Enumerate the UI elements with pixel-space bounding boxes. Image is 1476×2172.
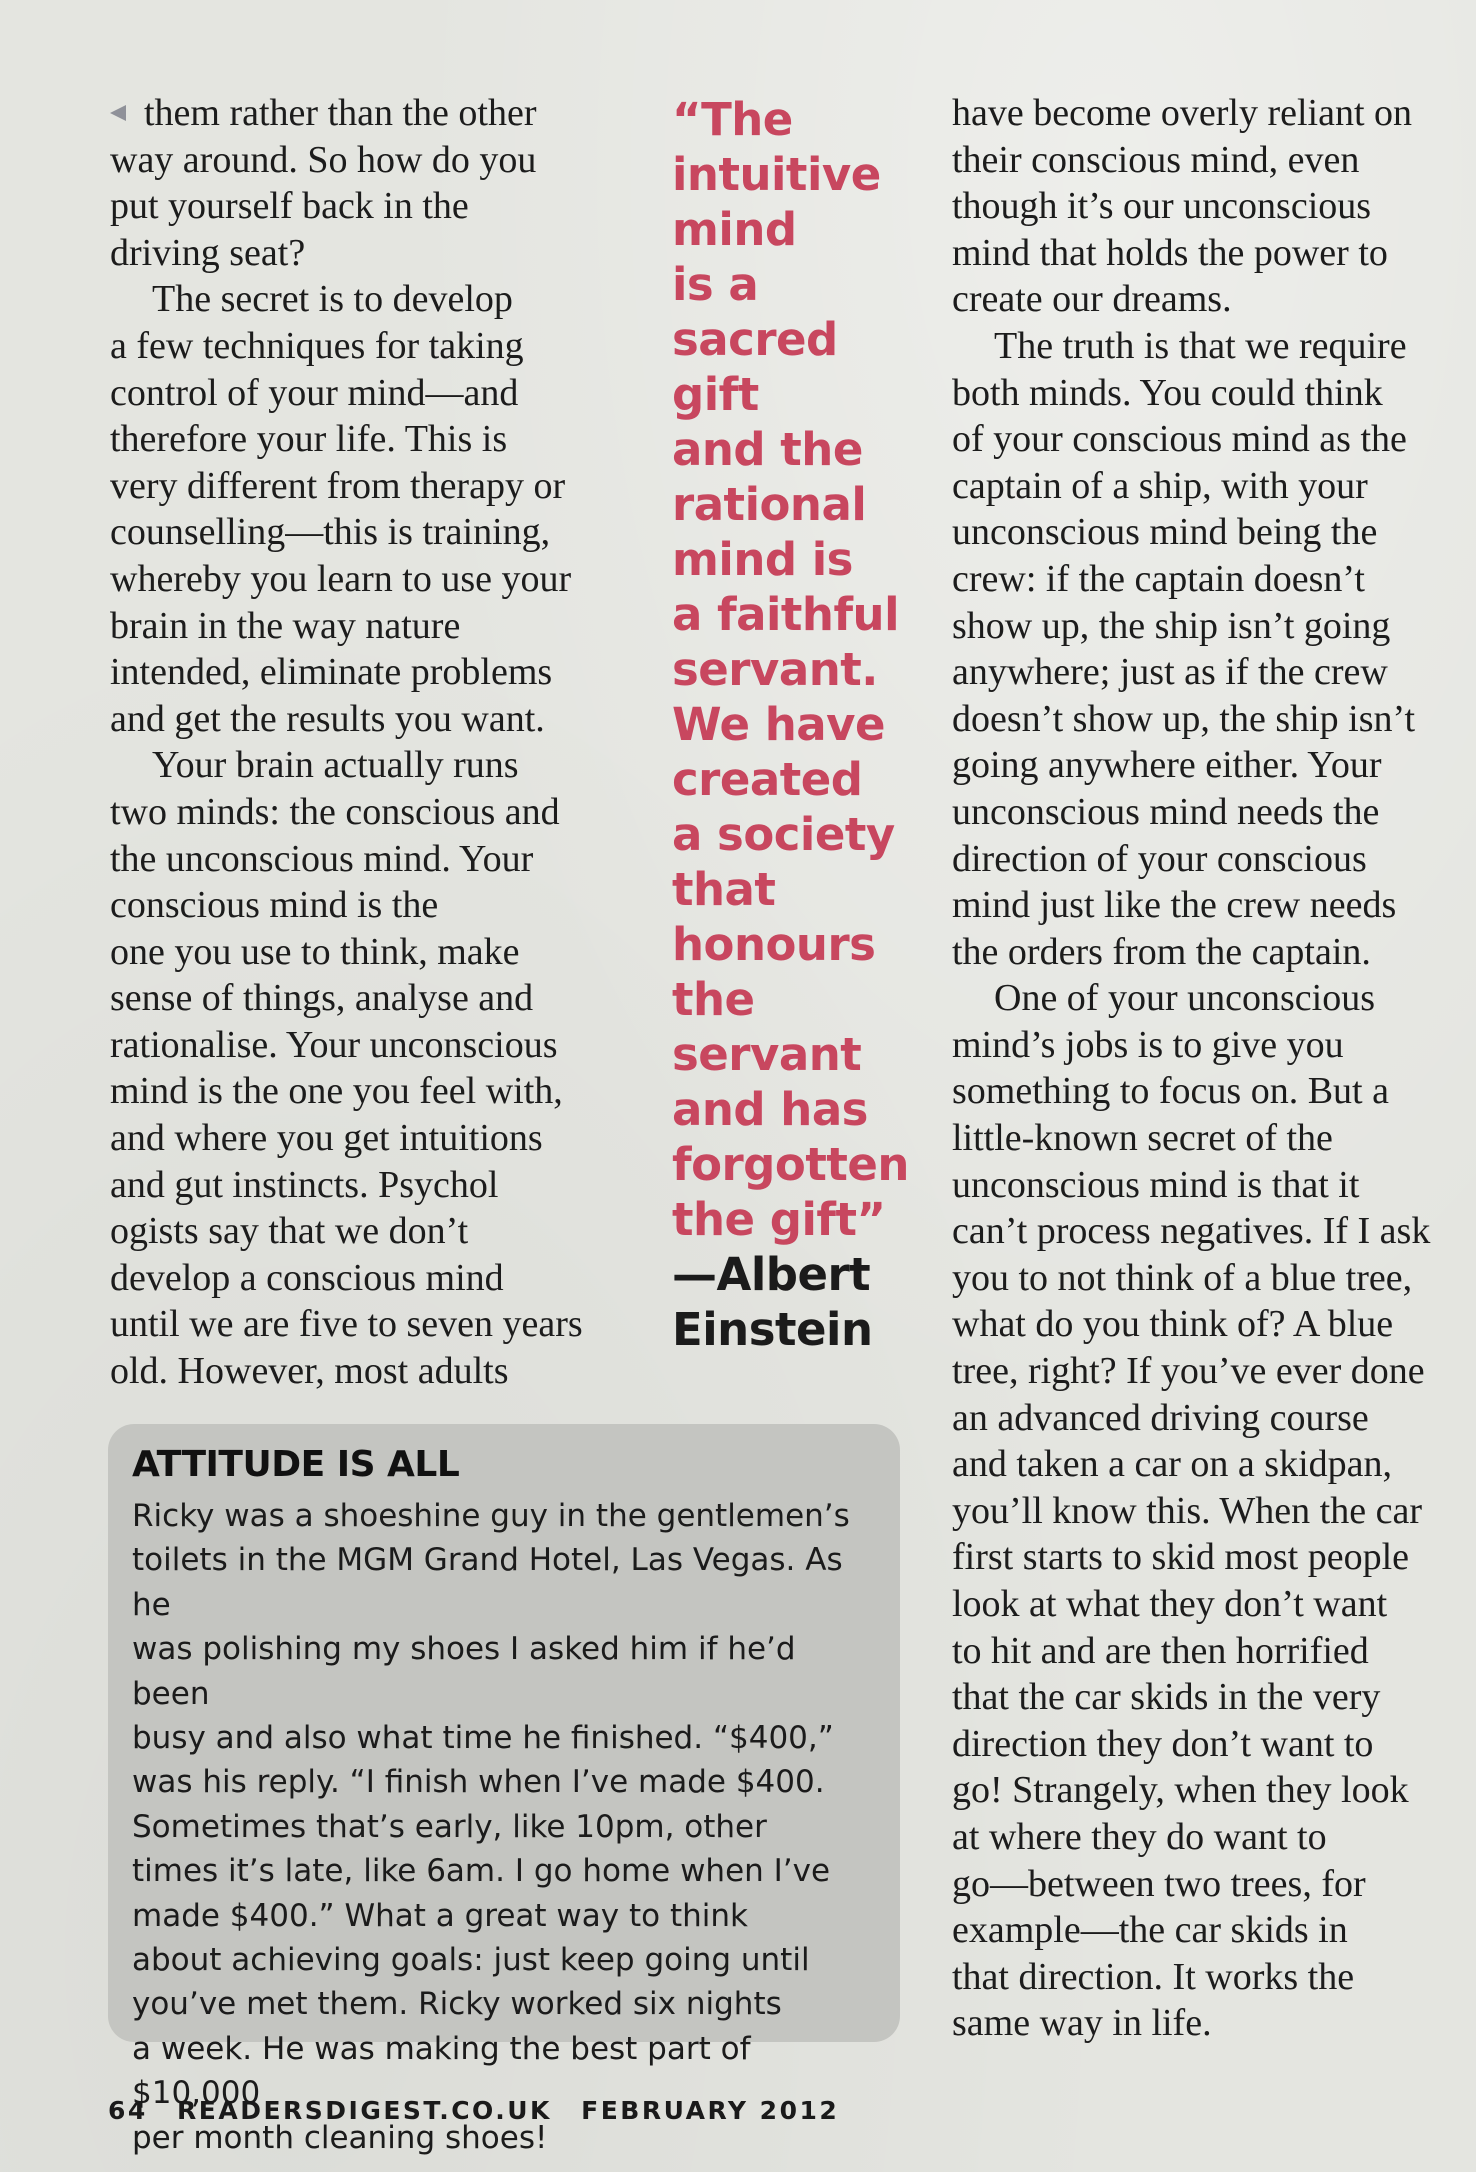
right-paragraph-1: have become overly reliant on their conscious mind, even though it’s our unconscious mind that holds the power to create our dreams. xyxy=(952,92,1413,321)
left-paragraph-1 xyxy=(110,90,630,276)
sidebar-body: Ricky was a shoeshine guy in the gentlemen’s toilets in the MGM Grand Hotel, Las Vegas. As he was polishing my shoes I asked him if he’d been busy and also what time he finished. “$400,” was his reply. “I finish when I’ve made $400. Sometimes that’s early, like 10pm, other times it’s late, like 6am. I go home when I’ve made $400.” What a great way to think about achieving goals: just keep going until you’ve met them. Ricky worked six nights a week. He was making the best part of $10,000 per month cleaning shoes! xyxy=(132,1498,850,2156)
left-text-column xyxy=(110,90,630,1395)
pull-quote xyxy=(672,92,932,1357)
left-paragraph-3: Your brain actually runs two minds: the conscious and the unconscious mind. Your conscious mind is the one you use to think, make sense of things, analyse and rationalise. Your unconscious mind is the one you feel with, and where you get intuitions and gut instincts. Psychol ogists say that we don’t develop a conscious mind until we are five to seven years old. However, most adults xyxy=(110,744,583,1393)
left-paragraph-1-text: them rather than the other way around. So how do you put yourself back in the driving seat? xyxy=(110,92,537,274)
footer-issue-date: FEBRUARY 2012 xyxy=(581,2096,840,2125)
sidebar-title: ATTITUDE IS ALL xyxy=(132,1444,460,1485)
page-footer xyxy=(108,2096,857,2125)
pull-quote-attribution: —Albert Einstein xyxy=(672,1248,873,1356)
page-number: 64 xyxy=(108,2096,148,2125)
pull-quote-text: “The intuitive mind is a sacred gift and the rational mind is a faithful servant. We have created a society that honours the servant and has forgotten the gift” xyxy=(672,93,909,1246)
footer-site: READERSDIGEST.CO.UK xyxy=(177,2096,552,2125)
left-paragraph-2: The secret is to develop a few techniques for taking control of your mind—and therefore your life. This is very different from therapy or counselling—this is training, whereby you learn to use your brain in the way nature intended, eliminate problems and get the results you want. xyxy=(110,278,572,740)
right-paragraph-3: One of your unconscious mind’s jobs is to give you something to focus on. But a little-known secret of the unconscious mind is that it can’t process negatives. If I ask you to not think of a blue tree, what do you think of? A blue tree, right? If you’ve ever done an advanced driving course and taken a car on a skidpan, you’ll know this. When the car first starts to skid most people look at what they don’t want to hit and are then horrified that the car skids in the very direction they don’t want to go! Strangely, when they look at where they do want to go—between two trees, for example—the car skids in that direction. It works the same way in life. xyxy=(952,977,1431,2045)
right-text-column xyxy=(952,90,1472,2047)
right-paragraph-2: The truth is that we require both minds. You could think of your conscious mind as the captain of a ship, with your unconscious mind being the crew: if the captain doesn’t show up, the ship isn’t going anywhere; just as if the crew doesn’t show up, the ship isn’t going anywhere either. Your unconscious mind needs the direction of your conscious mind just like the crew needs the orders from the captain. xyxy=(952,324,1416,973)
continuation-arrow-icon xyxy=(110,105,126,121)
